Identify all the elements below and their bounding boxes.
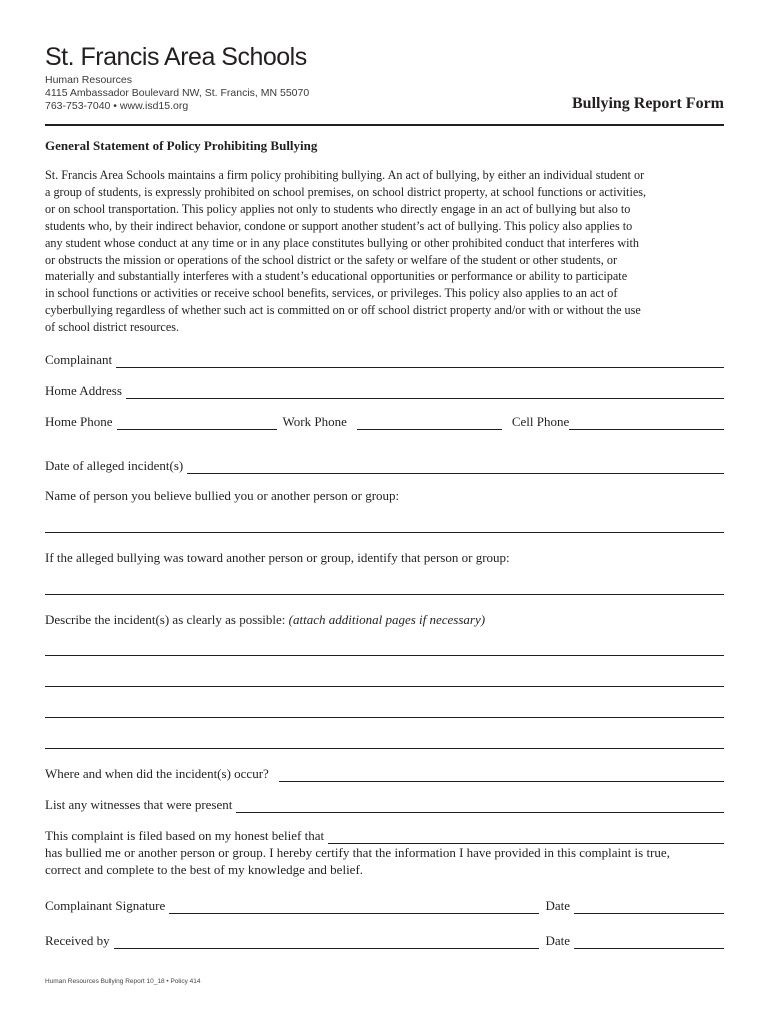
- toward-other-label: If the alleged bullying was toward another person or group, identify that person or group:: [45, 550, 510, 565]
- signature-label: Complainant Signature: [45, 898, 166, 913]
- policy-line: or on school transportation. This policy applies not only to students who directly engage in an act of bullying but also to: [45, 201, 631, 216]
- footer-text: Human Resources Bullying Report 10_18 • Policy 414: [45, 978, 201, 985]
- complainant-field[interactable]: [116, 354, 724, 368]
- home-phone-label: Home Phone: [45, 414, 113, 429]
- cell-phone-field[interactable]: [569, 416, 724, 430]
- person-bullied-label: Name of person you believe bullied you or another person or group:: [45, 488, 400, 503]
- describe-line-2[interactable]: [45, 686, 724, 687]
- describe-line-4[interactable]: [45, 748, 724, 749]
- header-divider: [45, 124, 724, 126]
- policy-line: or obstructs the mission or operations of the school district or the safety or welfare of the student or other students, or: [45, 252, 618, 267]
- policy-heading: General Statement of Policy Prohibiting Bullying: [45, 138, 318, 153]
- signature-row: [45, 896, 724, 914]
- home-phone-field[interactable]: [117, 416, 277, 430]
- home-address-row: [45, 381, 724, 399]
- received-by-label: Received by: [45, 933, 110, 948]
- accused-name-field[interactable]: [328, 830, 724, 844]
- incident-date-label: Date of alleged incident(s): [45, 458, 184, 473]
- cell-phone-label: Cell Phone: [511, 414, 570, 429]
- incident-date-row: [45, 456, 724, 474]
- certify-line-1: has bullied me or another person or group. I hereby certify that the information I have provided in this complaint is true,: [45, 845, 670, 860]
- belief-label: This complaint is filed based on my honest belief that: [45, 828, 325, 843]
- home-address-label: Home Address: [45, 383, 122, 398]
- witnesses-field[interactable]: [236, 799, 724, 813]
- complainant-label: Complainant: [45, 352, 113, 367]
- describe-text: Describe the incident(s) as clearly as possible:: [45, 612, 289, 627]
- policy-line: materially and substantially interferes with a student’s educational opportunities or performance or ability to participate: [45, 269, 628, 284]
- where-when-field[interactable]: [279, 768, 724, 782]
- certify-line-2: correct and complete to the best of my knowledge and belief.: [45, 862, 364, 877]
- received-row: [45, 931, 724, 949]
- incident-date-field[interactable]: [187, 460, 724, 474]
- received-date-label: Date: [545, 933, 570, 948]
- home-address-field[interactable]: [126, 385, 724, 399]
- complainant-row: [45, 350, 724, 368]
- contact-info: 763-753-7040 • www.isd15.org: [45, 100, 189, 112]
- work-phone-label: Work Phone: [282, 414, 347, 429]
- department: Human Resources: [45, 74, 132, 86]
- where-when-label: Where and when did the incident(s) occur?: [45, 766, 269, 781]
- where-when-row: [45, 764, 724, 782]
- received-by-field[interactable]: [114, 935, 540, 949]
- policy-line: in school functions or activities or receive school benefits, services, or privileges. This policy also applies to an act of: [45, 286, 618, 301]
- policy-line: any student whose conduct at any time or in any place constitutes bullying or other prohibited conduct that interferes with: [45, 235, 639, 250]
- belief-row: [45, 826, 724, 844]
- person-bullied-field[interactable]: [45, 532, 724, 533]
- describe-note: (attach additional pages if necessary): [288, 612, 486, 627]
- signature-date-field[interactable]: [574, 900, 724, 914]
- witnesses-label: List any witnesses that were present: [45, 797, 233, 812]
- describe-line-3[interactable]: [45, 717, 724, 718]
- describe-line-1[interactable]: [45, 655, 724, 656]
- received-date-field[interactable]: [574, 935, 724, 949]
- policy-line: students who, by their indirect behavior, condone or support another student’s act of bullying. This policy also applies to: [45, 218, 633, 233]
- signature-date-label: Date: [545, 898, 570, 913]
- policy-line: St. Francis Area Schools maintains a firm policy prohibiting bullying. An act of bullying, by either an individual student or: [45, 168, 645, 182]
- form-title: Bullying Report Form: [572, 95, 724, 112]
- describe-label: [45, 612, 485, 628]
- toward-other-field[interactable]: [45, 594, 724, 595]
- policy-line: of school district resources.: [45, 320, 180, 335]
- policy-paragraph: [45, 167, 727, 336]
- signature-field[interactable]: [169, 900, 539, 914]
- witnesses-row: [45, 795, 724, 813]
- phone-row: [45, 412, 724, 430]
- school-name: St. Francis Area Schools: [45, 43, 307, 71]
- policy-line: a group of students, is expressly prohibited on school premises, on school district property, at school functions or activities,: [45, 184, 647, 199]
- policy-line: cyberbullying regardless of whether such act is committed on or off school district property and/or with or without the use: [45, 303, 641, 318]
- work-phone-field[interactable]: [357, 416, 502, 430]
- address: 4115 Ambassador Boulevard NW, St. Francis, MN 55070: [45, 87, 310, 99]
